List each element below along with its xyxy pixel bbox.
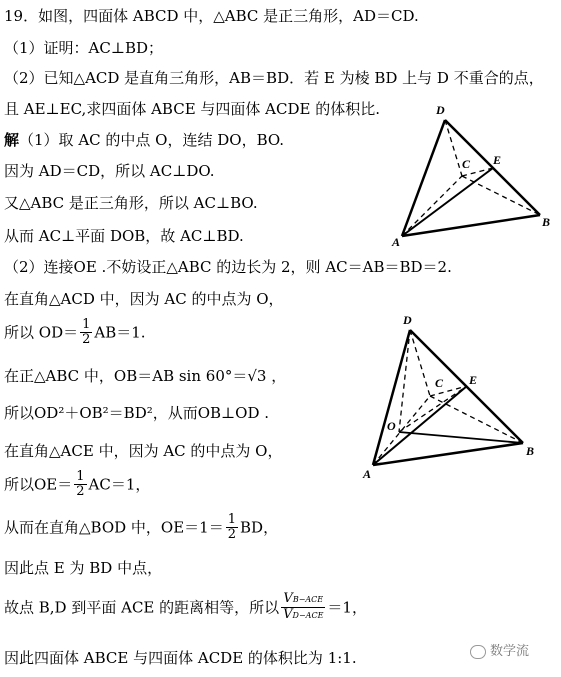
solution-step-6: 在直角△ACD 中，因为 AC 的中点为 O， xyxy=(4,290,284,308)
solution-step-9: 所以OD²＋OB²＝BD²，从而OB⊥OD . xyxy=(4,404,270,422)
solution-step-14 xyxy=(4,592,367,623)
fraction-numerator: 1 xyxy=(76,469,85,484)
watermark-text: 数学流 xyxy=(490,644,530,659)
label-E: E xyxy=(469,373,478,387)
edge-DA xyxy=(373,330,410,465)
fraction-half xyxy=(80,318,92,347)
edge-CB xyxy=(462,176,540,215)
label-D: D xyxy=(403,313,412,327)
label-A: A xyxy=(363,467,372,481)
label-C: C xyxy=(462,157,471,171)
fraction-denominator: VD−ACE xyxy=(283,607,324,622)
solution-step-15: 因此四面体 ABCE 与四面体 ACDE 的体积比为 1:1. xyxy=(4,649,357,667)
fraction-numerator: 1 xyxy=(82,317,91,332)
edge-DO xyxy=(399,330,410,432)
step-7-post: AB＝1. xyxy=(94,323,146,342)
fraction-denominator: 2 xyxy=(76,484,85,499)
fraction-half xyxy=(74,470,86,499)
tetrahedron-figure-1 xyxy=(390,100,560,250)
step-14-pre: 故点 B,D 到平面 ACE 的距离相等，所以 xyxy=(4,598,280,617)
tetrahedron-figure-2 xyxy=(355,308,550,486)
fraction-denominator: 2 xyxy=(227,527,237,542)
solution-step-11 xyxy=(4,470,150,499)
step-7-pre: 所以 OD＝ xyxy=(4,323,79,342)
wechat-icon xyxy=(470,645,486,659)
label-B: B xyxy=(526,444,535,458)
solution-step-1 xyxy=(4,130,284,150)
step-12-pre: 从而在直角△BOD 中，OE＝1＝ xyxy=(4,518,224,537)
solution-step-10: 在直角△ACE 中，因为 AC 的中点为 O， xyxy=(4,442,283,460)
solution-step-7 xyxy=(4,318,146,347)
step-11-post: AC＝1， xyxy=(88,475,151,494)
solution-step-8: 在正△ABC 中，OB＝AB sin 60°＝√3 ， xyxy=(4,367,287,385)
solution-step-3: 又△ABC 是正三角形，所以 AC⊥BO. xyxy=(4,194,258,212)
label-D: D xyxy=(436,103,445,117)
solution-step-5: （2）连接OE .不妨设正△ABC 的边长为 2，则 AC＝AB＝BD＝2. xyxy=(4,258,452,276)
step-12-post: BD， xyxy=(240,518,279,537)
fraction-numerator: VB−ACE xyxy=(281,592,325,608)
step-11-pre: 所以OE＝ xyxy=(4,475,73,494)
solution-step-1-text: （1）取 AC 的中点 O，连结 DO，BO. xyxy=(19,131,285,149)
problem-part2-line2: 且 AE⊥EC,求四面体 ABCE 与四面体 ACDE 的体积比. xyxy=(4,100,381,118)
fraction-half xyxy=(226,513,238,542)
edge-DA xyxy=(402,120,445,236)
label-C: C xyxy=(435,376,444,390)
problem-part1: （1）证明：AC⊥BD； xyxy=(4,39,164,57)
edge-AB xyxy=(402,215,540,236)
label-E: E xyxy=(493,153,502,167)
fraction-denominator: 2 xyxy=(82,332,91,347)
label-A: A xyxy=(392,235,401,249)
solution-label: 解 xyxy=(4,131,20,149)
volume-ratio-fraction xyxy=(281,592,325,623)
solution-step-13: 因此点 E 为 BD 中点， xyxy=(4,559,163,577)
fraction-numerator: 1 xyxy=(227,512,237,527)
solution-step-2: 因为 AD＝CD，所以 AC⊥DO. xyxy=(4,162,215,180)
watermark xyxy=(470,640,529,659)
label-O: O xyxy=(387,419,396,433)
solution-step-4: 从而 AC⊥平面 DOB，故 AC⊥BD. xyxy=(4,227,244,245)
solution-step-12 xyxy=(4,513,278,542)
step-14-post: ＝1， xyxy=(327,598,367,617)
problem-part2-line1: （2）已知△ACD 是直角三角形，AB＝BD．若 E 为棱 BD 上与 D 不重合的点， xyxy=(4,69,544,87)
problem-header: 19．如图，四面体 ABCD 中，△ABC 是正三角形，AD＝CD. xyxy=(4,7,419,25)
label-B: B xyxy=(542,215,551,229)
